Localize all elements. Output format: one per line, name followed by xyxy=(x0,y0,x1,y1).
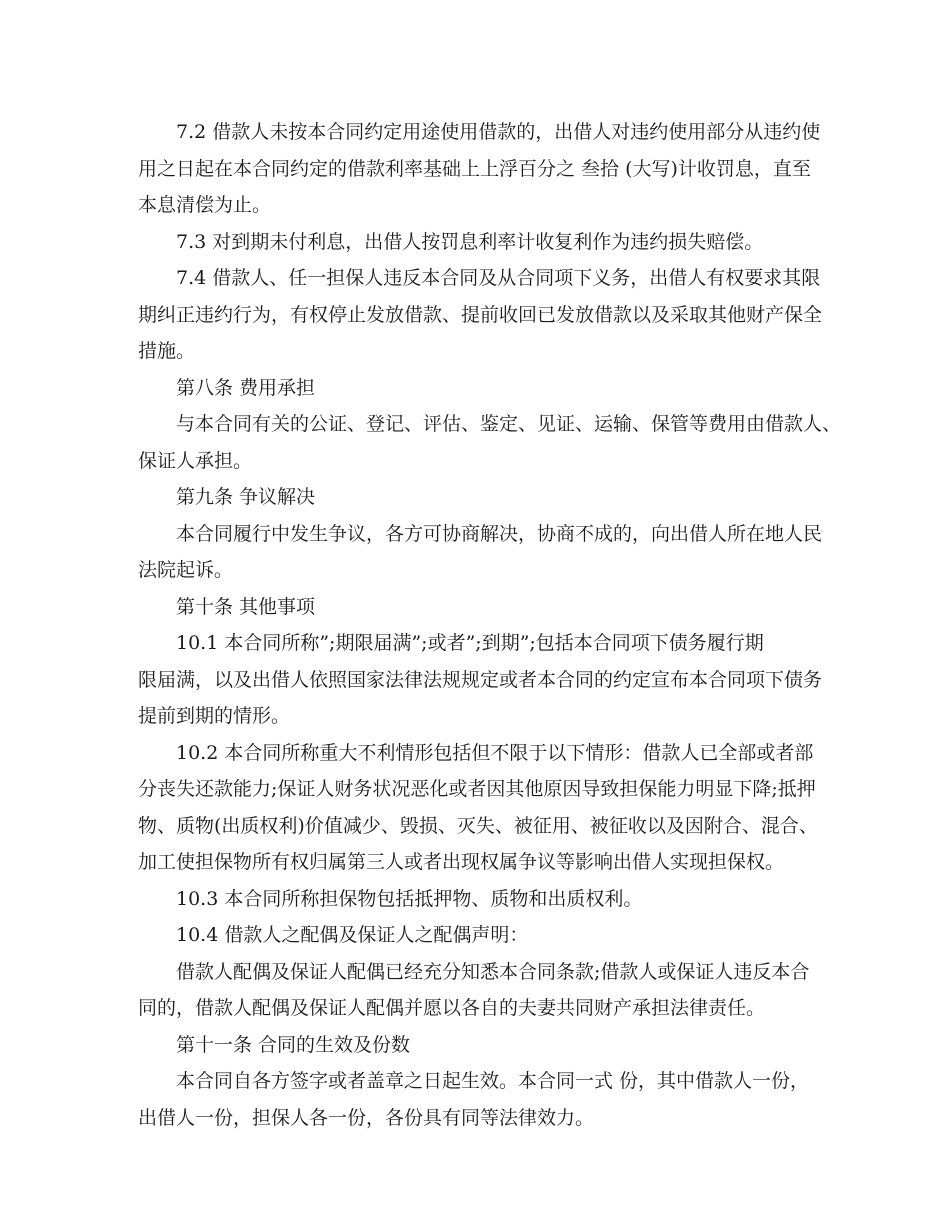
text-line: 与本合同有关的公证、登记、评估、鉴定、见证、运输、保管等费用由借款人、 xyxy=(176,413,842,435)
text-line: 限届满，以及出借人依照国家法律法规规定或者本合同的约定宣布本合同项下债务 xyxy=(138,668,823,691)
section-heading: 第九条 争议解决 xyxy=(176,486,316,508)
text-line: 10.2 本合同所称重大不利情形包括但不限于以下情形：借款人已全部或者部 xyxy=(176,741,814,764)
text-line: 同的，借款人配偶及保证人配偶并愿以各自的夫妻共同财产承担法律责任。 xyxy=(138,997,766,1019)
section-heading: 第八条 费用承担 xyxy=(176,376,316,399)
text-line: 法院起诉。 xyxy=(138,559,234,581)
document-body xyxy=(138,114,842,1136)
section-heading: 第十一条 合同的生效及份数 xyxy=(176,1033,411,1056)
text-line: 10.3 本合同所称担保物包括抵押物、质物和出质权利。 xyxy=(176,887,643,910)
text-line: 本合同履行中发生争议，各方可协商解决，协商不成的，向出借人所在地人民 xyxy=(176,522,823,545)
text-line: 措施。 xyxy=(138,340,196,362)
text-line: 期纠正违约行为，有权停止发放借款、提前收回已发放借款以及采取其他财产保全 xyxy=(138,303,823,326)
text-line: 借款人配偶及保证人配偶已经充分知悉本合同条款;借款人或保证人违反本合 xyxy=(176,960,810,983)
text-line: 10.1 本合同所称”;期限届满”;或者”;到期”;包括本合同项下债务履行期 xyxy=(176,632,764,654)
text-line: 10.4 借款人之配偶及保证人之配偶声明： xyxy=(176,924,529,946)
text-line: 7.3 对到期未付利息，出借人按罚息利率计收复利作为违约损失赔偿。 xyxy=(176,230,764,253)
text-line: 本合同自各方签字或者盖章之日起生效。本合同一式 份，其中借款人一份， xyxy=(176,1070,810,1092)
text-line: 保证人承担。 xyxy=(138,449,253,472)
text-line: 本息清偿为止。 xyxy=(138,194,272,216)
text-line: 7.2 借款人未按本合同约定用途使用借款的，出借人对违约使用部分从违约使 xyxy=(176,121,821,143)
text-line: 提前到期的情形。 xyxy=(138,705,291,727)
text-line: 物、质物(出质权利)价值减少、毁损、灭失、被征用、被征收以及因附合、混合、 xyxy=(138,814,818,837)
section-heading: 第十条 其他事项 xyxy=(176,595,316,618)
text-line: 7.4 借款人、任一担保人违反本合同及从合同项下义务，出借人有权要求其限 xyxy=(176,267,821,289)
text-line: 分丧失还款能力;保证人财务状况恶化或者因其他原因导致担保能力明显下降;抵押 xyxy=(138,778,816,800)
text-line: 出借人一份，担保人各一份，各份具有同等法律效力。 xyxy=(138,1106,595,1129)
text-line: 加工使担保物所有权归属第三人或者出现权属争议等影响出借人实现担保权。 xyxy=(138,851,785,873)
text-line: 用之日起在本合同约定的借款利率基础上上浮百分之 叁拾 (大写)计收罚息，直至 xyxy=(138,157,811,180)
